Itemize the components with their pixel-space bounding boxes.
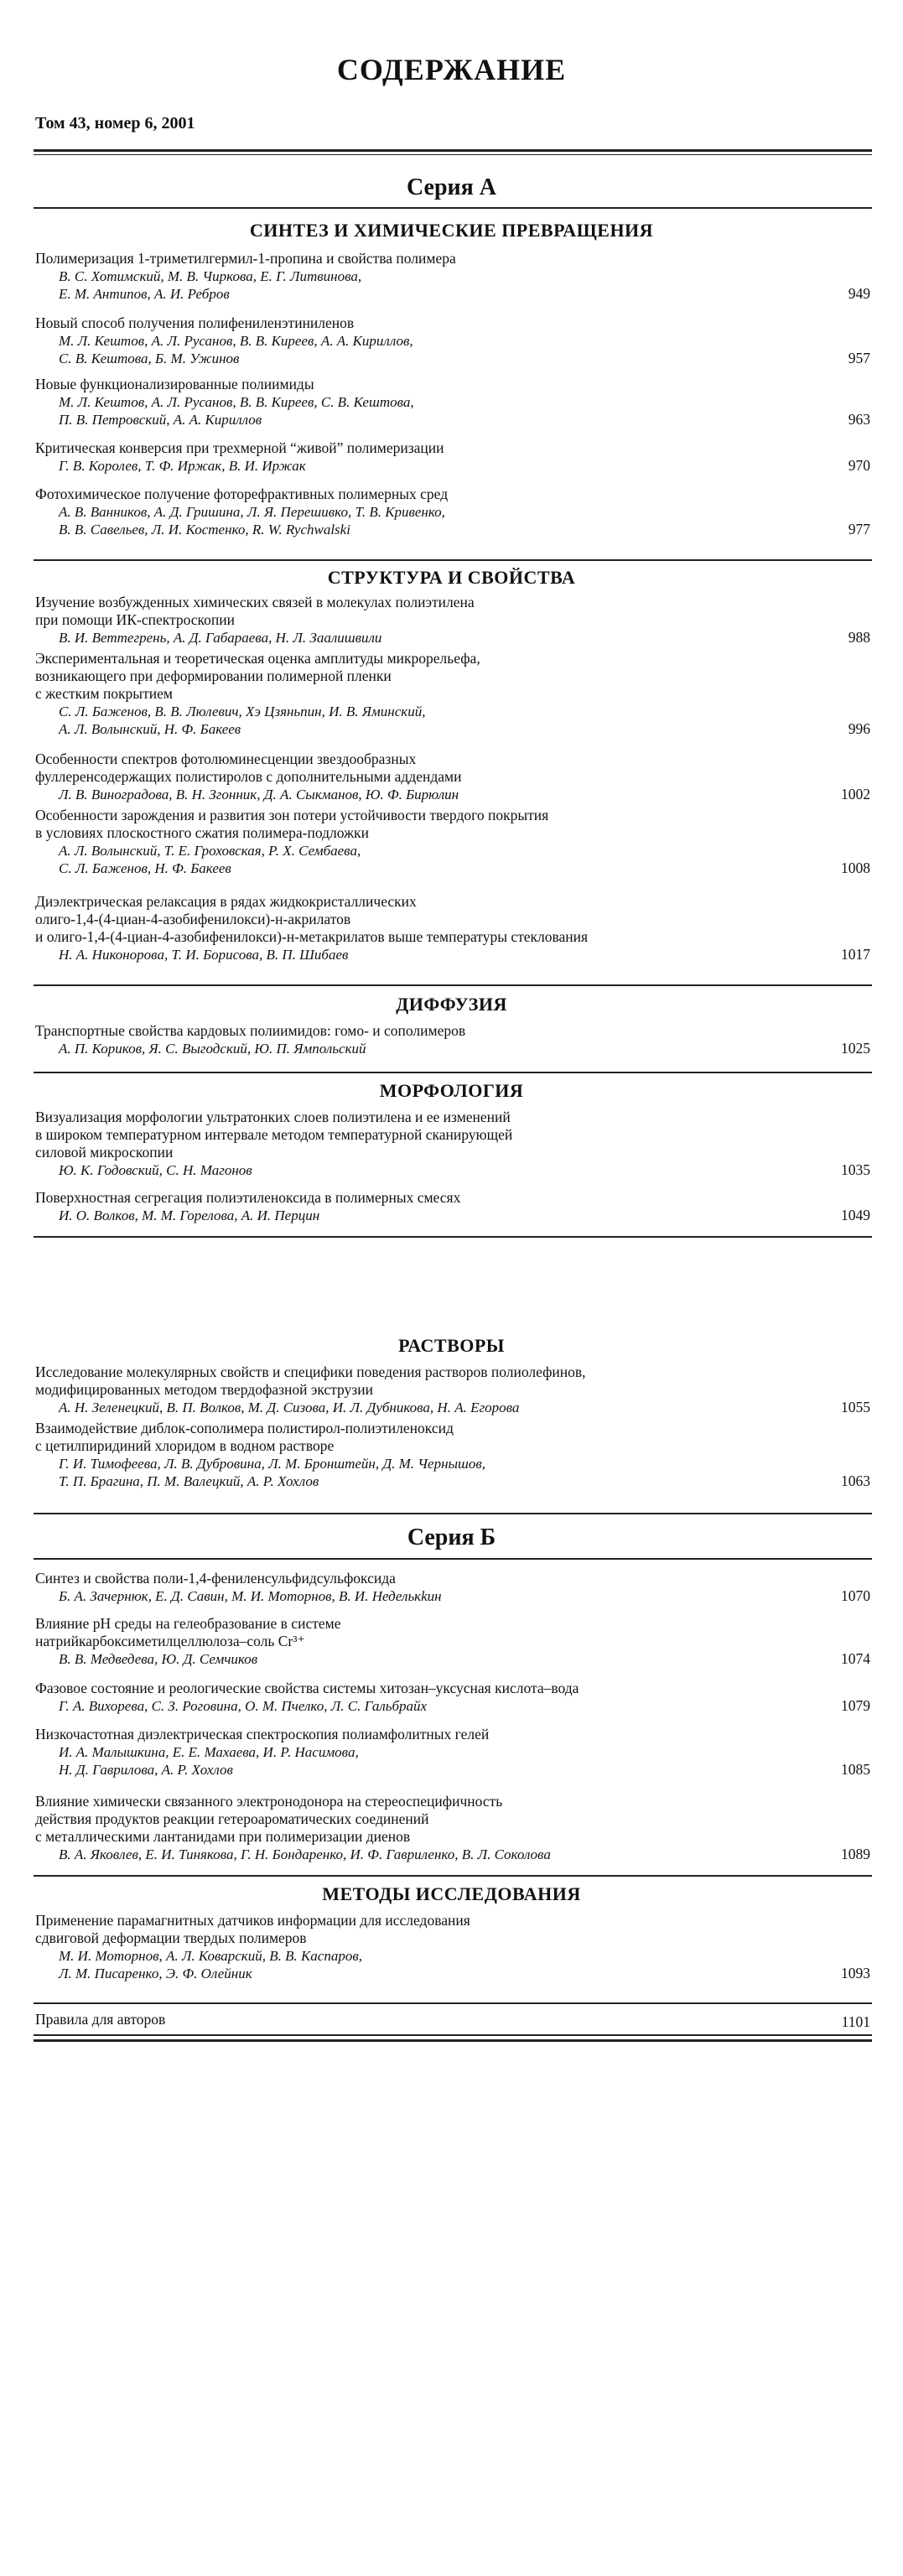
- section-heading: СТРУКТУРА И СВОЙСТВА: [327, 567, 576, 588]
- article-authors: И. О. Волков, М. М. Горелова, А. И. Перцин 1049: [59, 1207, 870, 1223]
- article-authors: А. П. Кориков, Я. С. Выгодский, Ю. П. Ямпольский 1025: [59, 1040, 870, 1057]
- article-title: Новые функционализированные полиимиды: [35, 376, 314, 392]
- page-number: 1017: [841, 946, 870, 963]
- page-number: 1008: [841, 860, 870, 876]
- page-number: 1035: [841, 1161, 870, 1178]
- article-authors: И. А. Малышкина, Е. Е. Махаева, И. Р. Насимова, Н. Д. Гаврилова, А. Р. Хохлов 1085: [59, 1744, 870, 1778]
- page-number: 1055: [841, 1399, 870, 1415]
- article-title: Диэлектрическая релаксация в рядах жидкокристаллических олиго-1,4-(4-циан-4-азобифенилокси)-н-акрилатов и олиго-1,4-(4-циан-4-азобифенилокси)-н-метакрилатов выше температуры стеклования: [35, 893, 589, 945]
- page-number: 1049: [841, 1207, 870, 1223]
- article-authors: Ю. К. Годовский, С. Н. Магонов 1035: [59, 1161, 870, 1178]
- article-title: Фотохимическое получение фоторефрактивных полимерных сред: [35, 486, 449, 502]
- toc-entry[interactable]: [35, 439, 872, 475]
- toc-entry[interactable]: [35, 594, 872, 647]
- toc-entry[interactable]: [35, 650, 872, 738]
- toc-entry[interactable]: [35, 1022, 872, 1057]
- page-number: 949: [848, 285, 870, 302]
- article-authors: А. В. Ванников, А. Д. Гришина, Л. Я. Перешивко, Т. В. Кривенко, В. В. Савельев, Л. И. Костенко, R. W. Rychwalski 977: [59, 504, 870, 538]
- toc-entry[interactable]: [35, 750, 872, 803]
- article-authors: Н. А. Никонорова, Т. И. Борисова, В. П. Шибаев 1017: [59, 946, 870, 963]
- article-title: Полимеризация 1-триметилгермил-1-пропина и свойства полимера: [35, 250, 456, 267]
- article-title: Особенности зарождения и развития зон потери устойчивости твердого покрытия в условиях плоскостного сжатия полимера-подложки: [35, 807, 549, 841]
- article-title: Применение парамагнитных датчиков информации для исследования сдвиговой деформации твердых полимеров: [35, 1912, 470, 1946]
- divider: [34, 2039, 872, 2042]
- article-title: Исследование молекулярных свойств и специфики поведения растворов полиолефинов, модифицированных методом твердофазной экструзии: [35, 1363, 586, 1398]
- article-title: Влияние химически связанного электронодонора на стереоспецифичность действия продуктов реакции гетероароматических соединений с металлическими лантанидами при полимеризации диенов: [35, 1793, 503, 1845]
- divider: [34, 984, 872, 986]
- divider: [34, 149, 872, 152]
- article-authors: В. И. Веттегрень, А. Д. Габараева, Н. Л. Заалишвили 988: [59, 629, 870, 646]
- article-authors: М. И. Моторнов, А. Л. Коварский, В. В. Каспаров, Л. М. Писаренко, Э. Ф. Олейник 1093: [59, 1948, 870, 1981]
- divider: [34, 154, 872, 155]
- toc-entry[interactable]: [35, 1420, 872, 1490]
- issue-info: Том 43, номер 6, 2001: [35, 114, 195, 132]
- article-title: Транспортные свойства кардовых полиимидов: гомо- и сополимеров: [35, 1022, 466, 1039]
- article-authors: М. Л. Кештов, А. Л. Русанов, В. В. Киреев, С. В. Кештова, П. В. Петровский, А. А. Кириллов 963: [59, 394, 870, 428]
- divider: [34, 1236, 872, 1238]
- toc-entry[interactable]: [35, 1109, 872, 1179]
- divider: [34, 207, 872, 209]
- toc-entry[interactable]: [35, 807, 872, 877]
- page-number: 988: [848, 629, 870, 646]
- toc-entry[interactable]: [35, 486, 872, 538]
- page-number: 957: [848, 350, 870, 366]
- article-title: Экспериментальная и теоретическая оценка амплитуды микрорельефа, возникающего при деформировании полимерной пленки с жестким покрытием: [35, 650, 480, 702]
- divider: [34, 1875, 872, 1877]
- divider: [34, 2002, 872, 2004]
- section-heading: СИНТЕЗ И ХИМИЧЕСКИЕ ПРЕВРАЩЕНИЯ: [249, 220, 654, 241]
- article-authors: Л. В. Виноградова, В. Н. Згонник, Д. А. Сыкманов, Ю. Ф. Бирюлин 1002: [59, 786, 870, 802]
- article-authors: В. А. Яковлев, Е. И. Тинякова, Г. Н. Бондаренко, И. Ф. Гавриленко, В. Л. Соколова 1089: [59, 1846, 870, 1862]
- toc-entry[interactable]: [35, 893, 872, 963]
- toc-entry[interactable]: [35, 1615, 872, 1668]
- section-heading: ДИФФУЗИЯ: [396, 994, 507, 1015]
- divider: [34, 1072, 872, 1073]
- article-title: Новый способ получения полифениленэтиниленов: [35, 314, 355, 331]
- article-authors: Г. А. Вихорева, С. З. Роговина, О. М. Пчелко, Л. С. Гальбрайх 1079: [59, 1697, 870, 1714]
- page-number: 970: [848, 457, 870, 474]
- article-title: Критическая конверсия при трехмерной “живой” полимеризации: [35, 439, 444, 456]
- toc-entry[interactable]: [35, 250, 872, 303]
- page-number: 1079: [841, 1697, 870, 1714]
- divider: [34, 1513, 872, 1514]
- article-authors: А. Л. Волынский, Т. Е. Гроховская, Р. Х. Сембаева, С. Л. Баженов, Н. Ф. Бакеев 1008: [59, 843, 870, 876]
- divider: [34, 1558, 872, 1560]
- toc-entry[interactable]: [35, 1726, 872, 1779]
- toc-entry[interactable]: [35, 1912, 872, 1982]
- divider: [34, 2034, 872, 2036]
- article-title: Фазовое состояние и реологические свойства системы хитозан–уксусная кислота–вода: [35, 1680, 579, 1696]
- page-number: 1025: [841, 1040, 870, 1057]
- page-number: 1101: [841, 2013, 870, 2030]
- page-number: 1085: [841, 1761, 870, 1778]
- article-title: Особенности спектров фотолюминесценции звездообразных фуллеренсодержащих полистиролов с дополнительными аддендами: [35, 750, 462, 785]
- article-authors: В. В. Медведева, Ю. Д. Семчиков 1074: [59, 1650, 870, 1667]
- page-number: 977: [848, 521, 870, 538]
- article-authors: М. Л. Кештов, А. Л. Русанов, В. В. Киреев, А. А. Кириллов, С. В. Кештова, Б. М. Ужинов 957: [59, 333, 870, 366]
- article-title: Влияние pH среды на гелеобразование в системе натрийкарбоксиметилцеллюлоза–соль Cr³⁺: [35, 1615, 341, 1649]
- section-heading: МЕТОДЫ ИССЛЕДОВАНИЯ: [322, 1883, 581, 1904]
- article-title: Изучение возбужденных химических связей в молекулах полиэтилена при помощи ИК-спектроскопии: [35, 594, 475, 628]
- article-authors: А. Н. Зеленецкий, В. П. Волков, М. Д. Сизова, И. Л. Дубникова, Н. А. Егорова 1055: [59, 1399, 870, 1415]
- toc-entry[interactable]: [35, 314, 872, 367]
- series-b-heading: Серия Б: [407, 1524, 496, 1550]
- page-number: 963: [848, 411, 870, 428]
- toc-entry[interactable]: [35, 1363, 872, 1416]
- toc-entry[interactable]: [35, 1680, 872, 1715]
- page-number: 996: [848, 720, 870, 737]
- article-authors: Б. А. Зачернюк, Е. Д. Савин, М. И. Моторнов, В. И. Неделькkин 1070: [59, 1587, 870, 1604]
- toc-entry[interactable]: [35, 376, 872, 428]
- divider: [34, 559, 872, 561]
- page-number: 1089: [841, 1846, 870, 1862]
- page-number: 1063: [841, 1472, 870, 1489]
- toc-entry[interactable]: [35, 1189, 872, 1224]
- toc-entry[interactable]: [35, 1793, 872, 1863]
- series-a-heading: Серия А: [406, 174, 497, 200]
- page-number: 1002: [841, 786, 870, 802]
- article-title: Поверхностная сегрегация полиэтиленоксида в полимерных смесях: [35, 1189, 461, 1206]
- article-title: Визуализация морфологии ультратонких слоев полиэтилена и ее изменений в широком температурном интервале методом температурной сканирующей силовой микроскопии: [35, 1109, 513, 1161]
- article-authors: С. Л. Баженов, В. В. Люлевич, Хэ Цзяньпин, И. В. Яминский, А. Л. Волынский, Н. Ф. Бакеев 996: [59, 704, 870, 737]
- article-authors: Г. И. Тимофеева, Л. В. Дубровина, Л. М. Бронштейн, Д. М. Чернышов, Т. П. Брагина, П. М. Валецкий, А. Р. Хохлов 1063: [59, 1456, 870, 1489]
- section-heading: РАСТВОРЫ: [398, 1335, 505, 1356]
- page-title: СОДЕРЖАНИЕ: [336, 53, 567, 86]
- article-title: Низкочастотная диэлектрическая спектроскопия полиамфолитных гелей: [35, 1726, 490, 1742]
- section-heading: МОРФОЛОГИЯ: [379, 1080, 524, 1101]
- authors-rules-label: Правила для авторов: [35, 2011, 166, 2028]
- article-authors: Г. В. Королев, Т. Ф. Иржак, В. И. Иржак 970: [59, 457, 870, 474]
- toc-entry[interactable]: [35, 1570, 872, 1605]
- page-number: 1070: [841, 1587, 870, 1604]
- article-title: Синтез и свойства поли-1,4-фениленсульфидсульфоксида: [35, 1570, 396, 1587]
- page-number: 1093: [841, 1965, 870, 1981]
- authors-rules-entry[interactable]: [35, 2011, 872, 2031]
- page-number: 1074: [841, 1650, 870, 1667]
- article-title: Взаимодействие диблок-сополимера полистирол-полиэтиленоксид с цетилпиридиний хлоридом в водном растворе: [35, 1420, 454, 1454]
- article-authors: В. С. Хотимский, М. В. Чиркова, Е. Г. Литвинова, Е. М. Антипов, А. И. Ребров 949: [59, 268, 870, 302]
